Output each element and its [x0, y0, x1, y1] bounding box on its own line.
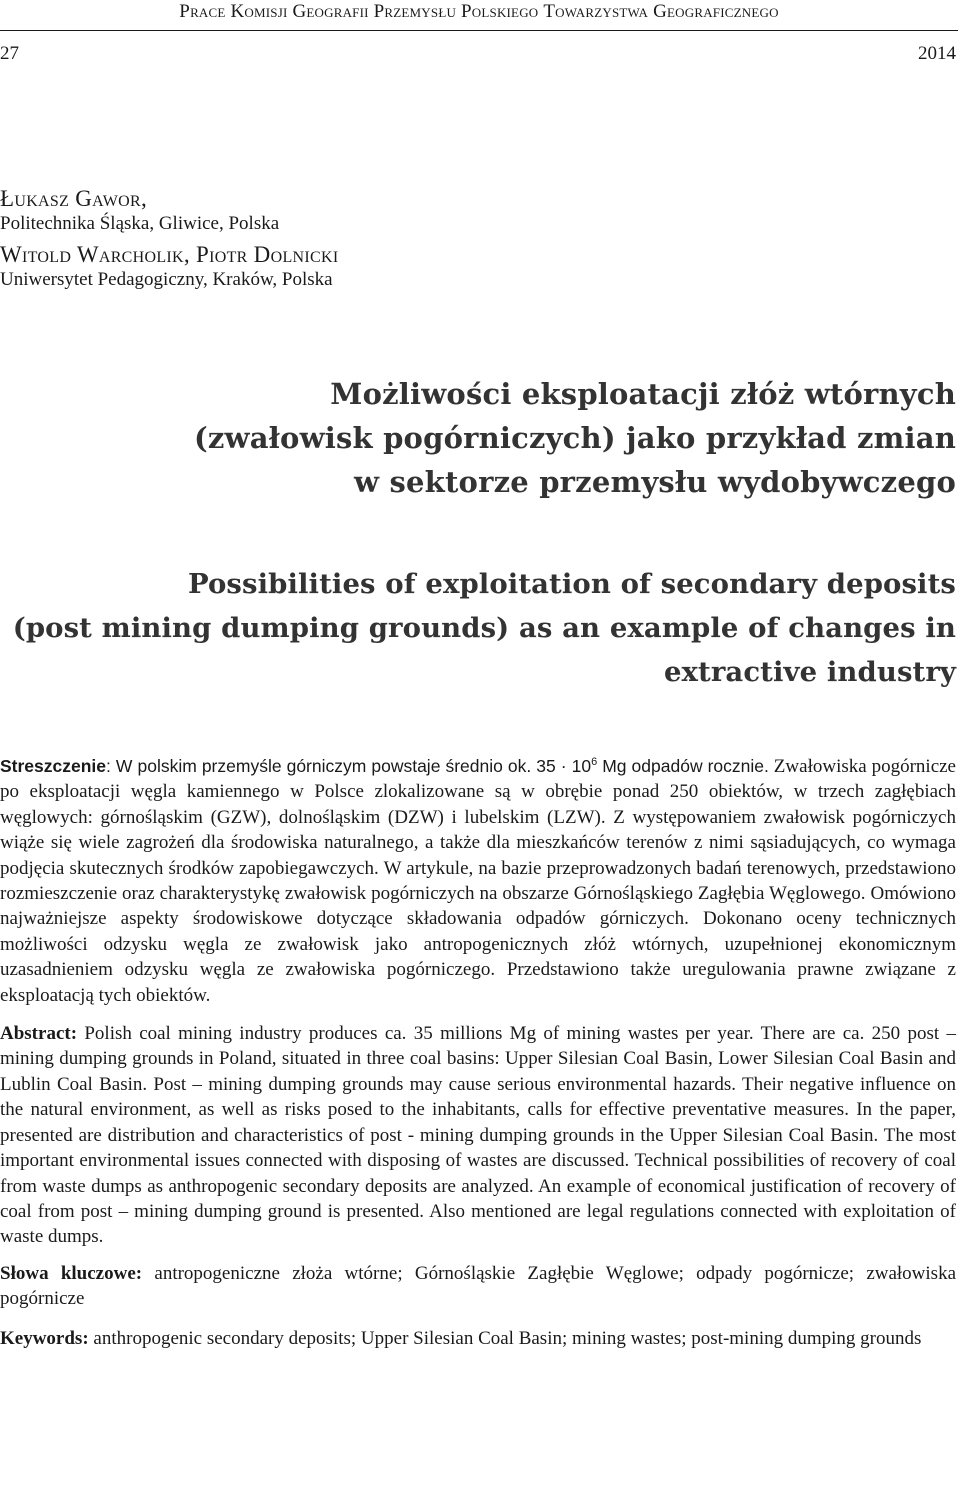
- keywords-label: Keywords:: [0, 1327, 89, 1349]
- article-body: [0, 754, 956, 1351]
- journal-word: Geografii: [292, 1, 369, 22]
- streszczenie-text: Zwałowiska pogórnicze po eksploatacji węgla kamiennego w Polsce zlokalizowane są w obrębie ponad 250 obiektów, w trzech zagłębiach węglowych: górnośląskim (GZW), dolnośląskim (DZW) i lubelskim (LZW). Z występowaniem zwałowisk pogórniczych wiąże się wiele zagrożeń dla środowiska naturalnego, a także dla mieszkańców terenów z nimi sąsiadujących, co wymaga podjęcia skutecznych środków zapobiegawczych. W artykule, na bazie przeprowadzonych badań terenowych, przedstawiono rozmieszczenie oraz charakterystykę zwałowisk pogórniczych na obszarze Górnośląskiego Zagłębia Węglowego. Omówiono najważniejsze aspekty środowiskowe dotyczące składowania odpadów górniczych. Dokonano oceny technicznych możliwości odzysku węgla ze zwałowisk jako antropogenicznych złóż wtórnych, uzupełnionej ekonomicznym uzasadnieniem odzysku węgla ze zwałowiska pogórniczego. Przedstawiono także uregulowania prawne związane z eksploatacją tych obiektów.: [0, 756, 956, 1006]
- spacer: [0, 1008, 956, 1021]
- header-rule: [0, 30, 958, 31]
- title-line: Possibilities of exploitation of secondary deposits: [187, 568, 956, 600]
- journal-word: Geograficznego: [653, 1, 779, 22]
- title-polish: [56, 372, 956, 504]
- keywords-paragraph: [0, 1326, 956, 1351]
- slowa-kluczowe-paragraph: [0, 1261, 956, 1312]
- abstract-label: Abstract:: [0, 1023, 78, 1045]
- title-line: (zwałowisk pogórniczych) jako przykład zmian: [193, 421, 956, 455]
- title-line: w sektorze przemysłu wydobywczego: [354, 465, 956, 499]
- author-name: Witold Warcholik, Piotr Dolnicki: [0, 242, 339, 267]
- journal-word: Komisji: [230, 1, 288, 22]
- streszczenie-lead-b: Mg odpadów rocznie.: [597, 756, 769, 776]
- publication-year: 2014: [918, 43, 956, 64]
- title-line: Możliwości eksploatacji złóż wtórnych: [330, 377, 956, 411]
- title-line: extractive industry: [663, 656, 956, 688]
- journal-word: Towarzystwa: [543, 1, 649, 22]
- spacer: [0, 1312, 956, 1326]
- author-affiliation: Politechnika Śląska, Gliwice, Polska: [0, 213, 280, 234]
- volume-number: 27: [0, 43, 19, 64]
- journal-word: Polskiego: [461, 1, 539, 22]
- streszczenie-label: Streszczenie: [0, 756, 107, 776]
- spacer: [0, 1250, 956, 1261]
- streszczenie-colon: :: [106, 756, 111, 776]
- streszczenie-paragraph: [0, 754, 956, 1008]
- exponent: 6: [591, 756, 598, 769]
- journal-word: Przemysłu: [373, 1, 457, 22]
- author-block: [0, 186, 700, 298]
- streszczenie-lead-a: W polskim przemyśle górniczym powstaje średnio ok. 35 · 10: [110, 756, 592, 776]
- abstract-text: Polish coal mining industry produces ca. 35 millions Mg of mining wastes per year. There are ca. 250 post – mining dumping grounds in Poland, situated in three coal basins: Upper Silesian Coal Basin, Lower Silesian Coal Basin and Lublin Coal Basin. Post – mining dumping grounds may cause serious environmental hazards. Their negative influence on the natural environment, as well as risks posed to the inhabitants, calls for effective preventative measures. In the paper, presented are distribution and characteristics of post - mining dumping grounds in the Upper Silesian Coal Basin. The most important environmental issues connected with disposing of wastes are discussed. Technical possibilities of recovery of coal from waste dumps as anthropogenic secondary deposits are analyzed. An example of economical justification of recovery of coal from post – mining dumping ground is presented. Also mentioned are legal regulations connected with exploitation of waste dumps.: [0, 1023, 956, 1248]
- author-name: Łukasz Gawor,: [0, 186, 147, 211]
- title-english: [0, 562, 956, 694]
- title-line: (post mining dumping grounds) as an example of changes in: [12, 612, 956, 644]
- slowa-kluczowe-label: Słowa kluczowe:: [0, 1262, 143, 1284]
- journal-header: [0, 0, 958, 24]
- author-affiliation: Uniwersytet Pedagogiczny, Kraków, Polska: [0, 269, 333, 290]
- keywords-text: anthropogenic secondary deposits; Upper Silesian Coal Basin; mining wastes; post-mining dumping grounds: [88, 1327, 922, 1349]
- abstract-paragraph: [0, 1021, 956, 1250]
- slowa-kluczowe-text: antropogeniczne złoża wtórne; Górnośląskie Zagłębie Węglowe; odpady pogórnicze; zwałowiska pogórnicze: [0, 1262, 957, 1310]
- journal-word: Prace: [179, 1, 226, 22]
